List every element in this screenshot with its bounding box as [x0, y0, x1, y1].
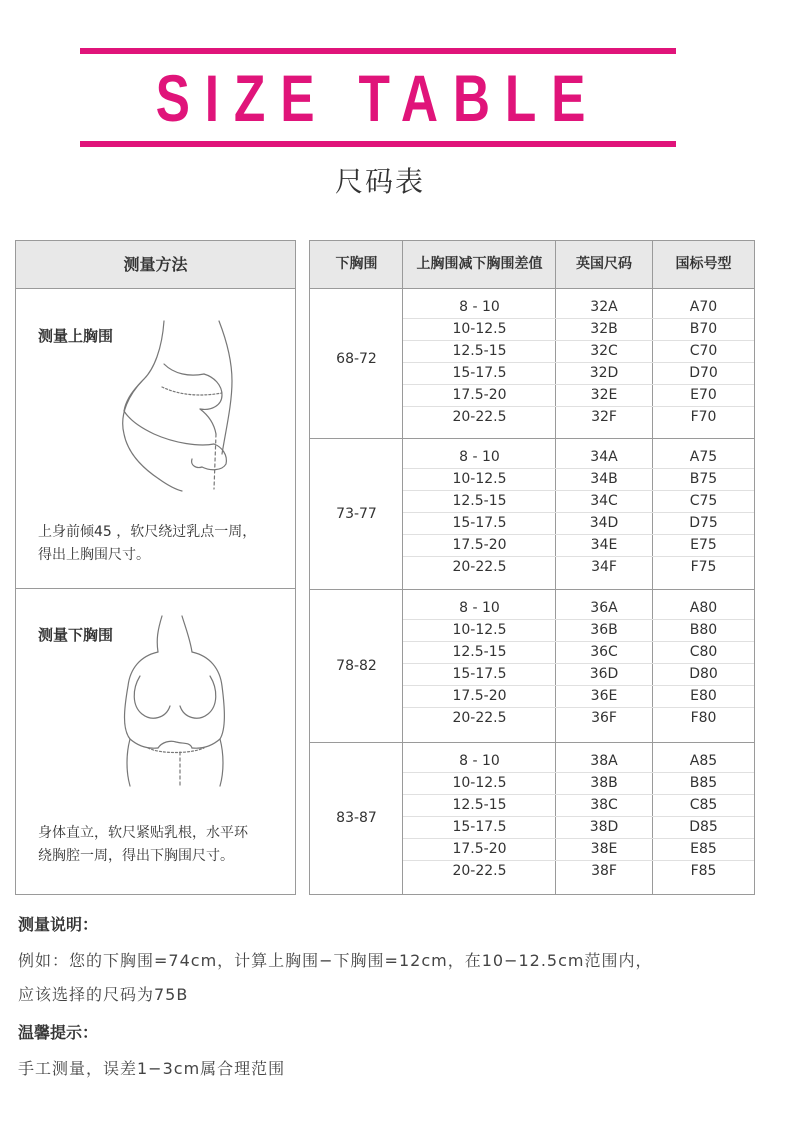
- bust-difference-cell: 10-12.5: [452, 321, 507, 337]
- upper-bust-description-line1: 上身前倾45 ，软尺绕过乳点一周，: [38, 524, 257, 540]
- intl-size-cell: C70: [689, 343, 718, 359]
- intl-size-cell: C80: [689, 644, 718, 660]
- intl-size-cell: D85: [689, 819, 718, 835]
- size-row: [403, 318, 754, 341]
- intl-size-cell: E85: [690, 841, 717, 857]
- uk-size-cell: 36D: [589, 666, 619, 682]
- intl-size-cell: A80: [689, 600, 718, 616]
- uk-size-cell: 38C: [590, 797, 618, 813]
- size-table-title: SIZE TABLE: [155, 61, 601, 135]
- intl-size-cell: B80: [689, 622, 718, 638]
- bust-difference-cell: 20-22.5: [452, 863, 507, 879]
- tip-line: 手工测量，误差1−3cm属合理范围: [18, 1059, 286, 1078]
- upper-bust-measuring-illustration: [104, 319, 254, 494]
- uk-size-cell: 38B: [590, 775, 618, 791]
- uk-size-cell: 34E: [590, 537, 618, 553]
- bust-difference-cell: 20-22.5: [452, 409, 507, 425]
- upper-bust-title: 测量上胸围: [38, 327, 114, 345]
- size-group: [310, 743, 754, 894]
- uk-size-cell: 32E: [590, 387, 618, 403]
- bust-difference-cell: 17.5-20: [452, 841, 507, 857]
- size-row: [403, 794, 754, 817]
- intl-size-cell: A85: [689, 753, 718, 769]
- size-table-header-row: [310, 241, 754, 289]
- intl-size-cell: B85: [689, 775, 718, 791]
- uk-size-cell: 32A: [590, 299, 618, 315]
- size-row: [403, 860, 754, 882]
- bust-difference-cell: 10-12.5: [452, 775, 507, 791]
- size-row: [403, 641, 754, 664]
- intl-size-cell: F75: [690, 559, 717, 575]
- bust-difference-cell: 15-17.5: [452, 365, 507, 381]
- uk-size-cell: 36C: [590, 644, 618, 660]
- uk-size-cell: 38A: [590, 753, 618, 769]
- upper-bust-description-line2: 得出上胸围尺寸。: [38, 547, 150, 563]
- under-bust-method: [16, 590, 295, 894]
- intl-size-cell: D80: [689, 666, 718, 682]
- bust-difference-cell: 12.5-15: [452, 493, 507, 509]
- under-bust-description-line2: 绕胸腔一周，得出下胸围尺寸。: [38, 848, 234, 864]
- uk-size-cell: 38F: [591, 863, 617, 879]
- header-diff: 上胸围减下胸围差值: [416, 256, 543, 272]
- size-row: [403, 750, 754, 773]
- header-band: 下胸围: [335, 256, 378, 272]
- size-row: [403, 296, 754, 319]
- uk-size-cell: 36F: [591, 710, 617, 726]
- bust-difference-cell: 10-12.5: [452, 471, 507, 487]
- bust-difference-cell: 20-22.5: [452, 559, 507, 575]
- upper-bust-method: [16, 289, 295, 589]
- size-row: [403, 619, 754, 642]
- bust-difference-cell: 17.5-20: [452, 537, 507, 553]
- size-row: [403, 406, 754, 428]
- size-group: [310, 590, 754, 743]
- measure-note-title: 测量说明：: [18, 915, 99, 934]
- bust-difference-cell: 20-22.5: [452, 710, 507, 726]
- band-size-cell: 78-82: [336, 658, 377, 674]
- size-row: [403, 362, 754, 385]
- size-row: [403, 663, 754, 686]
- bust-difference-cell: 12.5-15: [452, 343, 507, 359]
- intl-size-cell: A75: [689, 449, 718, 465]
- bust-difference-cell: 15-17.5: [452, 666, 507, 682]
- uk-size-cell: 32D: [589, 365, 619, 381]
- intl-size-cell: E80: [690, 688, 717, 704]
- intl-size-cell: B70: [689, 321, 718, 337]
- bust-difference-cell: 17.5-20: [452, 387, 507, 403]
- intl-size-cell: B75: [689, 471, 718, 487]
- intl-size-cell: D75: [689, 515, 718, 531]
- intl-size-cell: C75: [689, 493, 718, 509]
- intl-size-cell: C85: [689, 797, 718, 813]
- bust-difference-cell: 12.5-15: [452, 644, 507, 660]
- measure-note-line1: 例如：您的下胸围=74cm，计算上胸围−下胸围=12cm，在10−12.5cm范围内，: [18, 951, 653, 970]
- uk-size-cell: 34A: [590, 449, 618, 465]
- uk-size-cell: 36A: [590, 600, 618, 616]
- size-row: [403, 446, 754, 469]
- size-group: [310, 289, 754, 439]
- intl-size-cell: E75: [690, 537, 717, 553]
- under-bust-title: 测量下胸围: [38, 626, 114, 644]
- intl-size-cell: F80: [690, 710, 717, 726]
- size-row: [403, 340, 754, 363]
- under-bust-description-line1: 身体直立，软尺紧贴乳根，水平环: [38, 825, 248, 841]
- uk-size-cell: 36E: [590, 688, 618, 704]
- bust-difference-cell: 15-17.5: [452, 819, 507, 835]
- uk-size-cell: 38E: [590, 841, 618, 857]
- header-bottom-rule: [80, 141, 676, 147]
- measure-note-line2: 应该选择的尺码为75B: [18, 985, 189, 1004]
- size-row: [403, 707, 754, 729]
- size-table-subtitle: 尺码表: [334, 165, 425, 198]
- tip-title: 温馨提示：: [18, 1023, 99, 1042]
- bust-difference-cell: 8 - 10: [459, 449, 500, 465]
- intl-size-cell: F70: [690, 409, 717, 425]
- size-row: [403, 838, 754, 861]
- upper-bust-description: [38, 521, 288, 567]
- uk-size-cell: 34F: [591, 559, 617, 575]
- intl-size-cell: D70: [689, 365, 718, 381]
- bust-difference-cell: 8 - 10: [459, 753, 500, 769]
- size-row: [403, 534, 754, 557]
- uk-size-cell: 32F: [591, 409, 617, 425]
- bust-difference-cell: 15-17.5: [452, 515, 507, 531]
- size-row: [403, 384, 754, 407]
- size-row: [403, 597, 754, 620]
- band-size-cell: 73-77: [336, 506, 377, 522]
- under-bust-measuring-illustration: [100, 614, 250, 789]
- size-table: [309, 240, 755, 895]
- uk-size-cell: 36B: [590, 622, 618, 638]
- uk-size-cell: 34C: [590, 493, 618, 509]
- measurement-method-heading: 测量方法: [16, 241, 295, 289]
- uk-size-cell: 34B: [590, 471, 618, 487]
- size-row: [403, 468, 754, 491]
- uk-size-cell: 38D: [589, 819, 619, 835]
- band-size-cell: 83-87: [336, 810, 377, 826]
- under-bust-description: [38, 822, 288, 868]
- intl-size-cell: F85: [690, 863, 717, 879]
- band-size-cell: 68-72: [336, 351, 377, 367]
- bust-difference-cell: 12.5-15: [452, 797, 507, 813]
- uk-size-cell: 34D: [589, 515, 619, 531]
- size-row: [403, 685, 754, 708]
- intl-size-cell: E70: [690, 387, 717, 403]
- header-intl: 国标号型: [675, 256, 732, 272]
- size-row: [403, 556, 754, 578]
- uk-size-cell: 32B: [590, 321, 618, 337]
- bust-difference-cell: 10-12.5: [452, 622, 507, 638]
- size-row: [403, 512, 754, 535]
- size-group: [310, 439, 754, 590]
- size-row: [403, 490, 754, 513]
- size-row: [403, 772, 754, 795]
- header-uk: 英国尺码: [576, 256, 632, 272]
- size-row: [403, 816, 754, 839]
- bust-difference-cell: 8 - 10: [459, 299, 500, 315]
- bust-difference-cell: 17.5-20: [452, 688, 507, 704]
- uk-size-cell: 32C: [590, 343, 618, 359]
- intl-size-cell: A70: [689, 299, 718, 315]
- bust-difference-cell: 8 - 10: [459, 600, 500, 616]
- measurement-method-panel: [15, 240, 296, 895]
- header-top-rule: [80, 48, 676, 54]
